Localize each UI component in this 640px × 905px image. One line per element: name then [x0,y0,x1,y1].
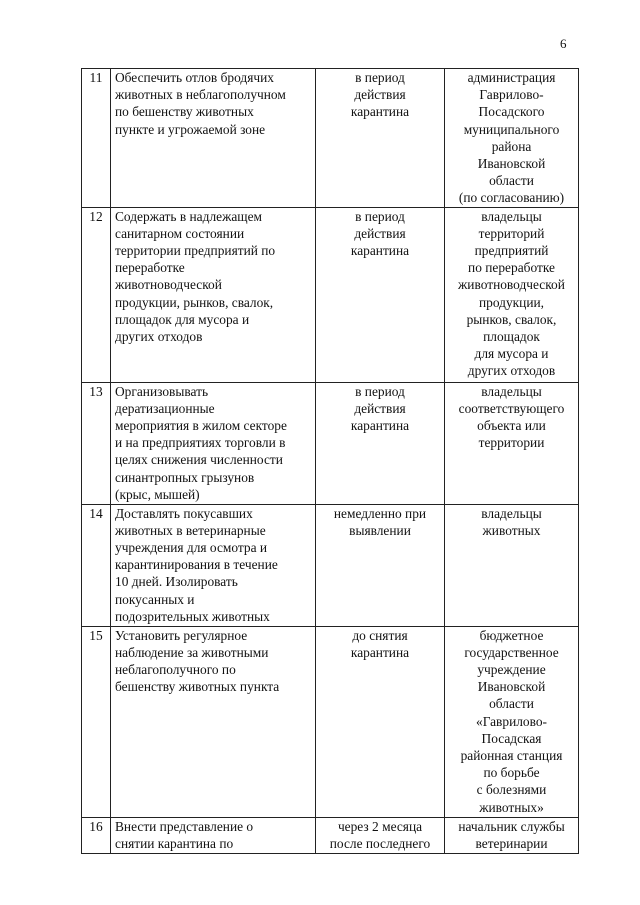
action-cell: Обеспечить отлов бродячих животных в неблагополучном по бешенству животных пункте и угрожаемой зоне [111,69,316,208]
action-cell: Внести представление о снятии карантина по [111,817,316,853]
table-row [82,207,579,382]
responsible-cell: владельцы животных [445,504,579,626]
term-cell: в период действия карантина [316,382,445,504]
term-cell: немедленно при выявлении [316,504,445,626]
row-number: 15 [82,626,111,817]
responsible-cell: владельцы территорий предприятий по переработке животноводческой продукции, рынков, свалок, площадок для мусора и других отходов [445,207,579,382]
row-number: 13 [82,382,111,504]
term-cell: в период действия карантина [316,207,445,382]
page-number: 6 [560,36,567,51]
action-cell: Содержать в надлежащем санитарном состоянии территории предприятий по переработке животноводческой продукции, рынков, свалок, площадок для мусора и других отходов [111,207,316,382]
responsible-cell: бюджетное государственное учреждение Ивановской области «Гаврилово- Посадская районная станция по борьбе с болезнями животных» [445,626,579,817]
term-cell: в период действия карантина [316,69,445,208]
row-number: 12 [82,207,111,382]
responsible-cell: администрация Гаврилово- Посадского муниципального района Ивановской области (по согласованию) [445,69,579,208]
row-number: 14 [82,504,111,626]
table-row [82,69,579,208]
responsible-cell: владельцы соответствующего объекта или территории [445,382,579,504]
responsible-cell: начальник службы ветеринарии [445,817,579,853]
action-cell: Установить регулярное наблюдение за животными неблагополучного по бешенству животных пункта [111,626,316,817]
term-cell: через 2 месяца после последнего [316,817,445,853]
row-number: 11 [82,69,111,208]
table-row [82,817,579,853]
table-row [82,626,579,817]
table-row [82,382,579,504]
term-cell: до снятия карантина [316,626,445,817]
measures-table [81,68,579,854]
action-cell: Доставлять покусавших животных в ветеринарные учреждения для осмотра и карантинирования в течение 10 дней. Изолировать покусанных и подозрительных животных [111,504,316,626]
row-number: 16 [82,817,111,853]
action-cell: Организовывать дератизационные мероприятия в жилом секторе и на предприятиях торговли в целях снижения численности синантропных грызунов (крыс, мышей) [111,382,316,504]
table-row [82,504,579,626]
